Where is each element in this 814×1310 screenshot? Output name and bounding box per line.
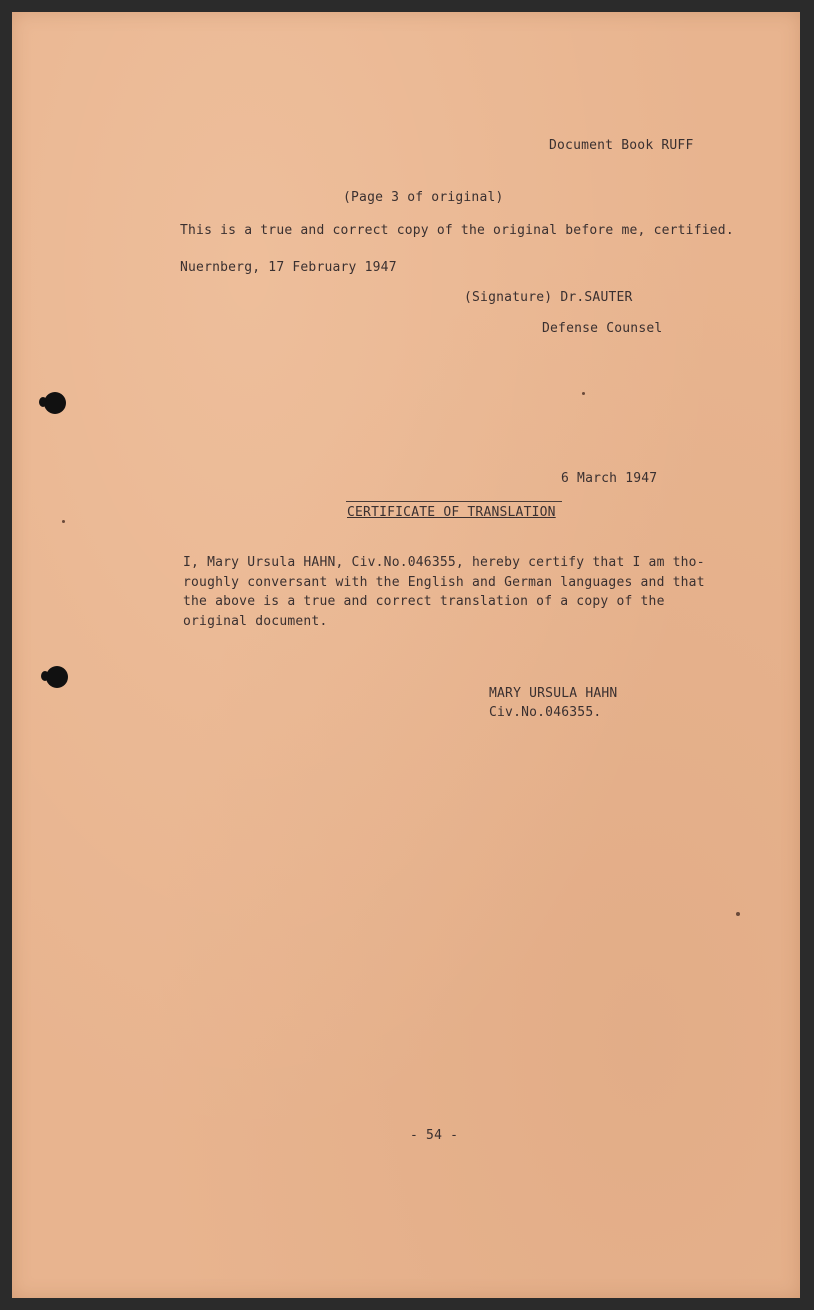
true-copy-statement: This is a true and correct copy of the original before me, certified. [180, 223, 734, 238]
signature-line: (Signature) Dr.SAUTER [464, 290, 633, 305]
punch-hole-bottom [46, 666, 68, 688]
paper-speck [582, 392, 585, 395]
title-overline [346, 501, 562, 502]
document-book-label: Document Book RUFF [549, 138, 694, 153]
page-number: - 54 - [410, 1128, 459, 1143]
defense-counsel-label: Defense Counsel [542, 321, 663, 336]
paper-speck [62, 520, 65, 523]
original-page-reference: (Page 3 of original) [343, 190, 504, 205]
place-and-date: Nuernberg, 17 February 1947 [180, 260, 397, 275]
certificate-body: I, Mary Ursula HAHN, Civ.No.046355, hereby certify that I am tho- roughly conversant with the English and German languages and that the above is a true and correct translation of a copy of the original document. [183, 555, 705, 629]
paper-speck [736, 912, 740, 916]
document-page [12, 12, 800, 1298]
certificate-title: CERTIFICATE OF TRANSLATION [347, 505, 556, 520]
certificate-date: 6 March 1947 [561, 471, 658, 486]
translator-signature: MARY URSULA HAHN Civ.No.046355. [489, 686, 618, 720]
punch-hole-top [44, 392, 66, 414]
